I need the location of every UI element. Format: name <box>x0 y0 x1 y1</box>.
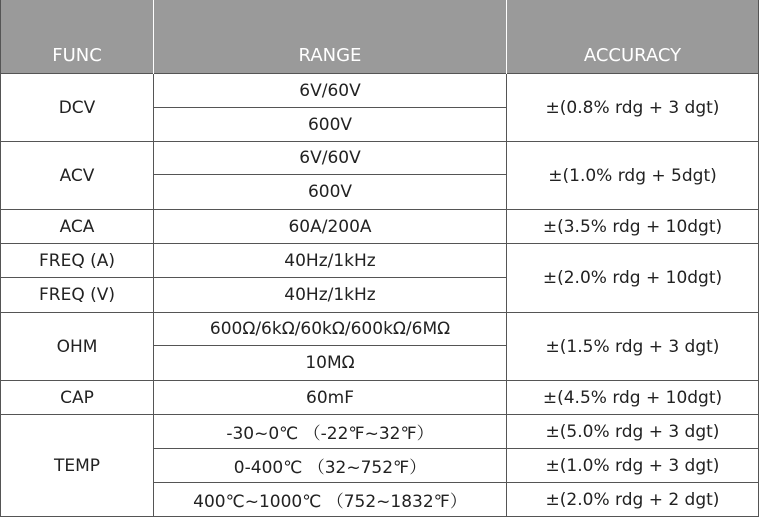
range-cell: 400℃~1000℃ （752~1832℉） <box>154 483 507 517</box>
range-cell: 60A/200A <box>154 210 507 244</box>
table-row <box>1 381 759 415</box>
range-cell: -30~0℃ （-22℉~32℉） <box>154 415 507 449</box>
range-cell: 0-400℃ （32~752℉） <box>154 449 507 483</box>
range-cell: 60mF <box>154 381 507 415</box>
table-row <box>1 313 759 346</box>
range-cell: 600Ω/6kΩ/60kΩ/600kΩ/6MΩ <box>154 313 507 346</box>
accuracy-cell: ±(2.0% rdg + 2 dgt) <box>507 483 759 517</box>
range-cell: 600V <box>154 175 507 210</box>
accuracy-cell: ±(3.5% rdg + 10dgt) <box>507 210 759 244</box>
range-cell: 600V <box>154 108 507 142</box>
table-row <box>1 244 759 278</box>
accuracy-cell: ±(4.5% rdg + 10dgt) <box>507 381 759 415</box>
range-cell: 6V/60V <box>154 74 507 108</box>
header-range: RANGE <box>154 0 507 74</box>
header-accuracy: ACCURACY <box>507 0 759 74</box>
accuracy-cell: ±(1.0% rdg + 5dgt) <box>507 142 759 210</box>
func-cell-aca: ACA <box>1 210 154 244</box>
accuracy-cell: ±(1.5% rdg + 3 dgt) <box>507 313 759 381</box>
func-cell-freq-a: FREQ (A) <box>1 244 154 278</box>
func-cell-freq-v: FREQ (V) <box>1 278 154 313</box>
header-func: FUNC <box>1 0 154 74</box>
range-cell: 6V/60V <box>154 142 507 175</box>
table-row <box>1 74 759 108</box>
func-cell-cap: CAP <box>1 381 154 415</box>
header-row <box>1 0 759 74</box>
func-cell-temp: TEMP <box>1 415 154 517</box>
range-cell: 10MΩ <box>154 346 507 381</box>
func-cell-ohm: OHM <box>1 313 154 381</box>
accuracy-cell: ±(2.0% rdg + 10dgt) <box>507 244 759 313</box>
accuracy-cell: ±(5.0% rdg + 3 dgt) <box>507 415 759 449</box>
func-cell-dcv: DCV <box>1 74 154 142</box>
table-row <box>1 142 759 175</box>
accuracy-cell: ±(0.8% rdg + 3 dgt) <box>507 74 759 142</box>
range-cell: 40Hz/1kHz <box>154 244 507 278</box>
range-cell: 40Hz/1kHz <box>154 278 507 313</box>
table-row <box>1 210 759 244</box>
accuracy-cell: ±(1.0% rdg + 3 dgt) <box>507 449 759 483</box>
table-row <box>1 415 759 449</box>
func-cell-acv: ACV <box>1 142 154 210</box>
